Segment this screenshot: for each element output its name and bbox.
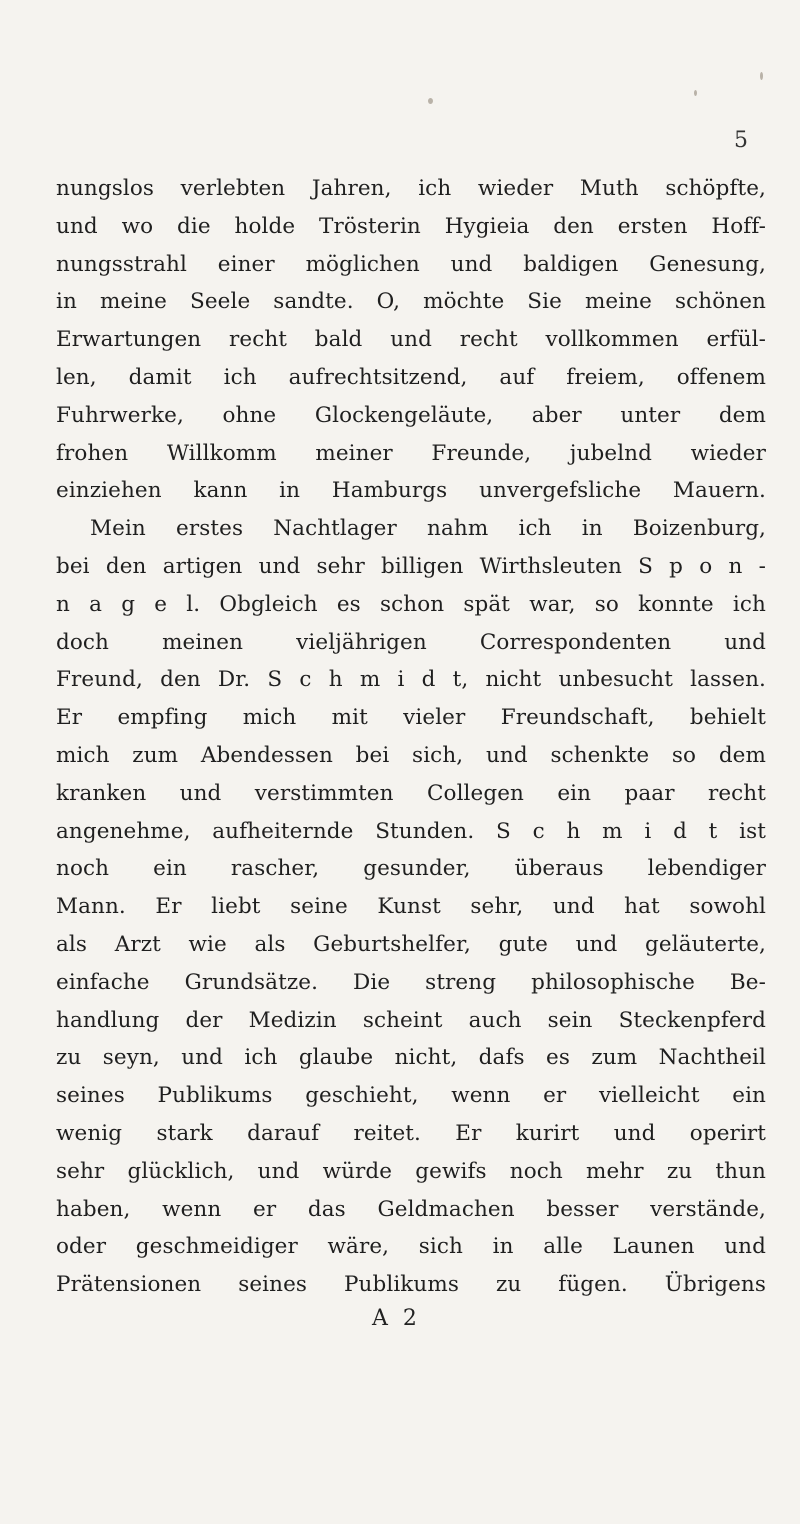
text-line: frohen Willkomm meiner Freunde, jubelnd wieder — [56, 440, 766, 466]
text-line: Prätensionen seines Publikums zu fügen. Übrigens — [56, 1272, 766, 1298]
text-line: Er empfing mich mit vieler Freundschaft, behielt — [56, 705, 766, 731]
text-line: haben, wenn er das Geldmachen besser verstände, — [56, 1196, 766, 1222]
text-line: zu seyn, und ich glaube nicht, dafs es zum Nachtheil — [56, 1045, 766, 1071]
text-line: nungsstrahl einer möglichen und baldigen Genesung, — [56, 251, 766, 277]
body-text — [56, 170, 766, 1304]
text-line: seines Publikums geschieht, wenn er vielleicht ein — [56, 1083, 766, 1109]
signature-mark: A 2 — [372, 1306, 421, 1331]
text-line: bei den artigen und sehr billigen Wirthsleuten S p o n - — [56, 553, 766, 579]
text-line: Mein erstes Nachtlager nahm ich in Boizenburg, — [90, 516, 766, 542]
text-line: oder geschmeidiger wäre, sich in alle Launen und — [56, 1234, 766, 1260]
text-line: doch meinen vieljährigen Correspondenten und — [56, 629, 766, 655]
text-line: len, damit ich aufrechtsitzend, auf freiem, offenem — [56, 364, 766, 390]
text-line: kranken und verstimmten Collegen ein paar recht — [56, 780, 766, 806]
text-line: Freund, den Dr. S c h m i d t, nicht unbesucht lassen. — [56, 667, 766, 693]
text-line: als Arzt wie als Geburtshelfer, gute und geläuterte, — [56, 931, 766, 957]
text-line: wenig stark darauf reitet. Er kurirt und operirt — [56, 1120, 766, 1146]
text-line: und wo die holde Trösterin Hygieia den ersten Hoff- — [56, 213, 766, 239]
paper-speck — [694, 90, 697, 96]
text-line: noch ein rascher, gesunder, überaus lebendiger — [56, 856, 766, 882]
text-line: Erwartungen recht bald und recht vollkommen erfül- — [56, 327, 766, 353]
text-line: in meine Seele sandte. O, möchte Sie meine schönen — [56, 289, 766, 315]
text-line: handlung der Medizin scheint auch sein Steckenpferd — [56, 1007, 766, 1033]
text-line: sehr glücklich, und würde gewifs noch mehr zu thun — [56, 1158, 766, 1184]
text-line: nungslos verlebten Jahren, ich wieder Muth schöpfte, — [56, 176, 766, 201]
text-line: angenehme, aufheiternde Stunden. S c h m i d t ist — [56, 818, 766, 844]
text-line: einfache Grundsätze. Die streng philosophische Be- — [56, 969, 766, 995]
text-line: mich zum Abendessen bei sich, und schenkte so dem — [56, 742, 766, 768]
text-line: n a g e l. Obgleich es schon spät war, so konnte ich — [56, 591, 766, 617]
text-line: Mann. Er liebt seine Kunst sehr, und hat sowohl — [56, 894, 766, 920]
text-line: einziehen kann in Hamburgs unvergefsliche Mauern. — [56, 478, 766, 504]
page-number: 5 — [734, 128, 748, 153]
text-line: Fuhrwerke, ohne Glockengeläute, aber unter dem — [56, 402, 766, 428]
paper-speck — [428, 98, 433, 104]
paper-speck — [760, 72, 763, 80]
